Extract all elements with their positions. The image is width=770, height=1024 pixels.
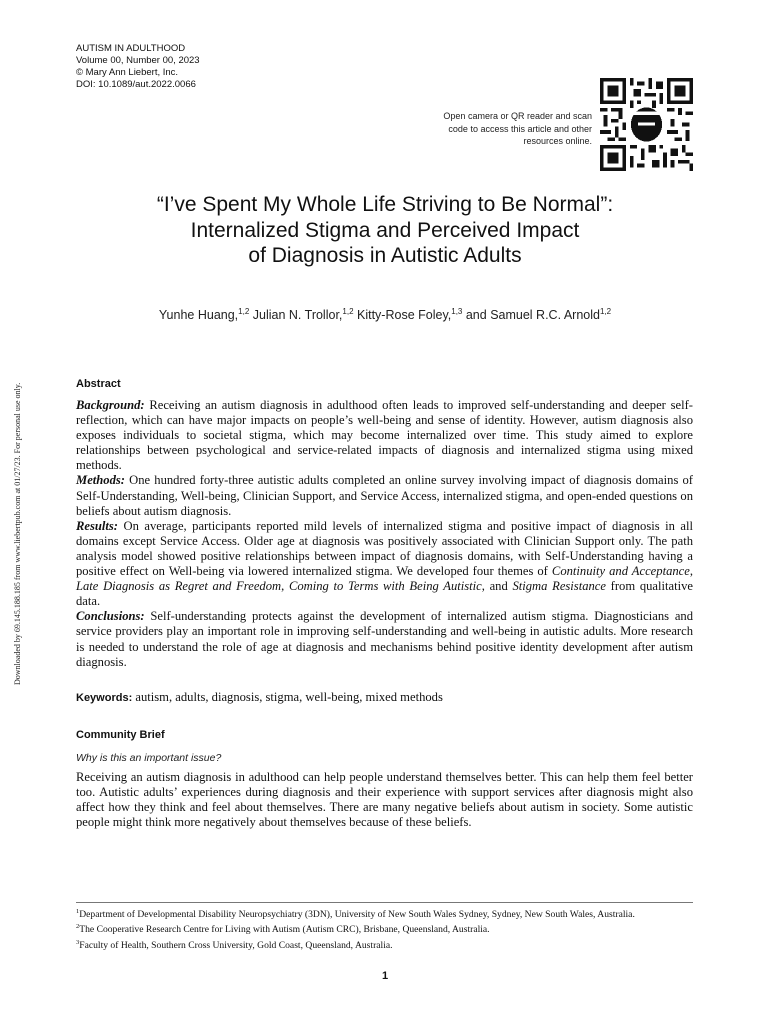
community-brief-heading: Community Brief xyxy=(76,729,165,741)
author-affiliation-sup: 1,2 xyxy=(238,307,250,316)
affiliation xyxy=(76,937,693,952)
journal-volume: Volume 00, Number 00, 2023 xyxy=(76,55,200,66)
article-title xyxy=(90,192,680,269)
methods-label: Methods: xyxy=(76,473,125,488)
author-list xyxy=(80,307,690,322)
results-label: Results: xyxy=(76,518,118,533)
abstract-body xyxy=(76,398,693,670)
separator: , xyxy=(689,564,693,579)
journal-doi[interactable]: DOI: 10.1089/aut.2022.0066 xyxy=(76,79,196,90)
author-affiliation-sup: 1,3 xyxy=(451,307,463,316)
author-name[interactable]: Julian N. Trollor, xyxy=(252,308,343,323)
affiliation-sup: 3 xyxy=(76,938,80,946)
affiliation-text: The Cooperative Research Centre for Living with Autism (Autism CRC), Brisbane, Queensland, Australia. xyxy=(79,924,490,936)
abstract-heading: Abstract xyxy=(76,378,121,390)
affiliation-sup: 2 xyxy=(76,923,80,931)
journal-name: AUTISM IN ADULTHOOD xyxy=(76,43,186,54)
keywords-text: autism, adults, diagnosis, stigma, well-being, mixed methods xyxy=(132,690,443,704)
affiliation-text: Department of Developmental Disability Neuropsychiatry (3DN), University of New South Wales Sydney, Sydney, New South Wales, Australia. xyxy=(79,909,635,921)
abstract-background xyxy=(76,398,693,473)
theme-1: Continuity and Acceptance xyxy=(551,564,690,579)
affiliation-text: Faculty of Health, Southern Cross University, Gold Coast, Queensland, Australia. xyxy=(79,939,393,951)
author-name[interactable]: and Samuel R.C. Arnold xyxy=(465,308,600,323)
journal-copyright: © Mary Ann Liebert, Inc. xyxy=(76,67,179,78)
community-brief-question: Why is this an important issue? xyxy=(76,752,222,764)
keywords xyxy=(76,690,693,705)
author-name[interactable]: Kitty-Rose Foley, xyxy=(357,308,452,323)
title-line-3: of Diagnosis in Autistic Adults xyxy=(248,244,522,267)
methods-text: One hundred forty-three autistic adults completed an online survey involving impact of diagnosis domains of Self-Understanding, Well-being, Clinician Support, and Service Access, internalized stigma, and open-ended questions on beliefs about autism diagnosis. xyxy=(76,473,693,518)
qr-code-icon[interactable] xyxy=(600,78,693,171)
keywords-label: Keywords: xyxy=(76,692,133,704)
qr-note: Open camera or QR reader and scan code to access this article and other resources online. xyxy=(443,111,592,146)
affiliations xyxy=(76,906,693,952)
footnote-divider xyxy=(76,902,693,903)
background-text: Receiving an autism diagnosis in adulthood often leads to improved self-understanding and deeper self-reflection, which can have major impacts on people’s well-being and sense of identity. However, autism diagnosis also exposes individuals to societal stigma, which may become internalized over time. This study aimed to explore relationships between psychological and service-related impacts of diagnosis and internalized stigma using mixed methods. xyxy=(76,398,693,473)
title-line-1: “I’ve Spent My Whole Life Striving to Be Normal”: xyxy=(156,193,614,216)
separator: , and xyxy=(481,579,513,594)
abstract-methods xyxy=(76,473,693,518)
affiliation-sup: 1 xyxy=(76,908,80,915)
results-end: from qualitative data. xyxy=(76,579,693,609)
theme-4: Stigma Resistance xyxy=(512,579,606,594)
affiliation xyxy=(76,921,693,936)
community-brief-text: Receiving an autism diagnosis in adulthood can help people understand themselves better. This can help them feel better too. Autistic adults’ experiences during diagnosis and their experience with support services after diagnosis might also affect how they think and feel about themselves. There are many negative beliefs about autism in society. Some autistic people might think more negatively about themselves because of these beliefs. xyxy=(76,770,693,830)
author-affiliation-sup: 1,2 xyxy=(599,307,612,316)
author-name[interactable]: Yunhe Huang, xyxy=(158,308,239,323)
affiliation xyxy=(76,906,693,921)
theme-2: Late Diagnosis as Regret and Freedom xyxy=(76,579,282,594)
conclusions-text: Self-understanding protects against the development of internalized autism stigma. Diagnosticians and service providers play an important role in improving self-understanding and well-being in autistic adults. More research is needed to understand the role of age at diagnosis and mechanisms behind positive identity development after autism diagnosis. xyxy=(76,609,693,669)
download-watermark xyxy=(13,345,27,685)
results-text: On average, participants reported mild levels of internalized stigma and positive impact of diagnosis in all domains except Service Access. Older age at diagnosis was positively associated with Clinician Support only. The path analysis model showed positive relationships between impact of diagnosis domains, with Self-Understanding having a positive effect on Well-being via lowered internalized stigma. We developed four themes of xyxy=(76,518,693,579)
abstract-results xyxy=(76,519,693,610)
journal-header xyxy=(76,43,200,91)
abstract-conclusions xyxy=(76,609,693,669)
author-affiliation-sup: 1,2 xyxy=(342,307,354,316)
download-watermark-text: Downloaded by 69.145.188.185 from www.liebertpub.com at 01/27/23. For personal use only. xyxy=(13,382,22,685)
conclusions-label: Conclusions: xyxy=(76,609,145,624)
separator: , xyxy=(281,579,289,594)
title-line-2: Internalized Stigma and Perceived Impact xyxy=(190,218,580,242)
theme-3: Coming to Terms with Being Autistic xyxy=(288,579,482,594)
background-label: Background: xyxy=(76,398,145,412)
page-number: 1 xyxy=(381,970,389,982)
